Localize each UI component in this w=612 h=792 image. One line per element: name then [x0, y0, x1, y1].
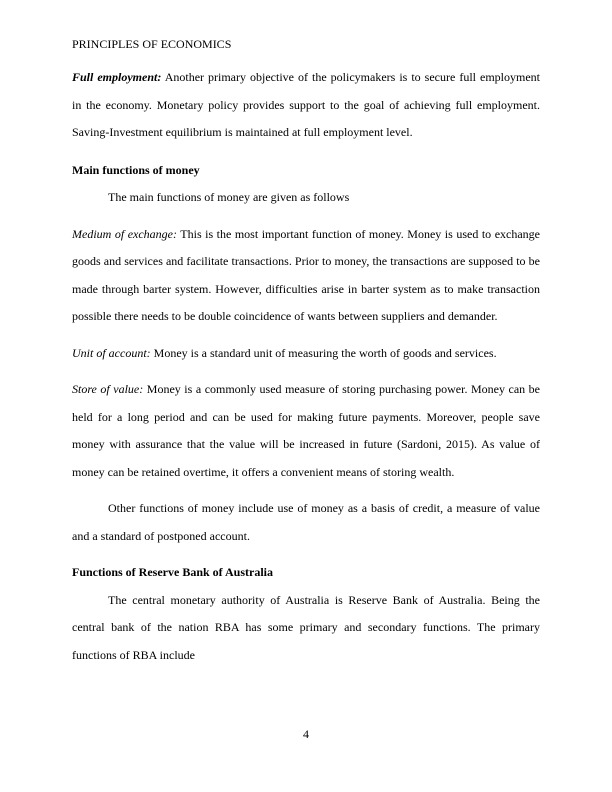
money-functions-intro: The main functions of money are given as follows — [108, 190, 350, 204]
medium-of-exchange-lead: Medium of exchange: — [72, 226, 177, 241]
document-body — [72, 64, 540, 669]
store-of-value-lead: Store of value: — [72, 382, 144, 396]
medium-of-exchange-text: This is the most important function of money. Money is used to exchange goods and services and facilitate transactions. Prior to money, the transactions are supposed to be made through barter system. However, difficulties arise in barter system as to make transaction possible there needs to be double coincidence of wants between suppliers and demander. — [72, 226, 540, 323]
full-employment-paragraph — [72, 64, 540, 147]
medium-of-exchange-paragraph — [72, 221, 540, 331]
money-functions-heading: Main functions of money — [72, 162, 200, 177]
store-of-value-paragraph — [72, 376, 540, 486]
full-employment-lead: Full employment: — [72, 70, 162, 84]
other-functions-paragraph: Other functions of money include use of money as a basis of credit, a measure of value and a standard of postponed account. — [72, 501, 540, 543]
unit-of-account-paragraph — [72, 340, 540, 368]
unit-of-account-text: Money is a standard unit of measuring the worth of goods and services. — [150, 345, 497, 360]
rba-intro-paragraph: The central monetary authority of Australia is Reserve Bank of Australia. Being the central bank of the nation RBA has some primary and secondary functions. The primary functions of RBA include — [72, 592, 540, 662]
rba-functions-heading: Functions of Reserve Bank of Australia — [72, 565, 273, 579]
unit-of-account-lead: Unit of account: — [72, 345, 151, 360]
running-header: PRINCIPLES OF ECONOMICS — [72, 37, 232, 51]
full-employment-text: Another primary objective of the policymakers is to secure full employment in the economy. Monetary policy provides support to the goal of achieving full employment. Saving-Investment equilibrium is maintained at full employment level. — [72, 70, 540, 139]
page-number: 4 — [303, 727, 309, 741]
store-of-value-text: Money is a commonly used measure of storing purchasing power. Money can be held for a long period and can be used for making future payments. Moreover, people save money with assurance that the value will be increased in future (Sardoni, 2015). As value of money can be retained overtime, it offers a convenient means of storing wealth. — [72, 382, 541, 479]
